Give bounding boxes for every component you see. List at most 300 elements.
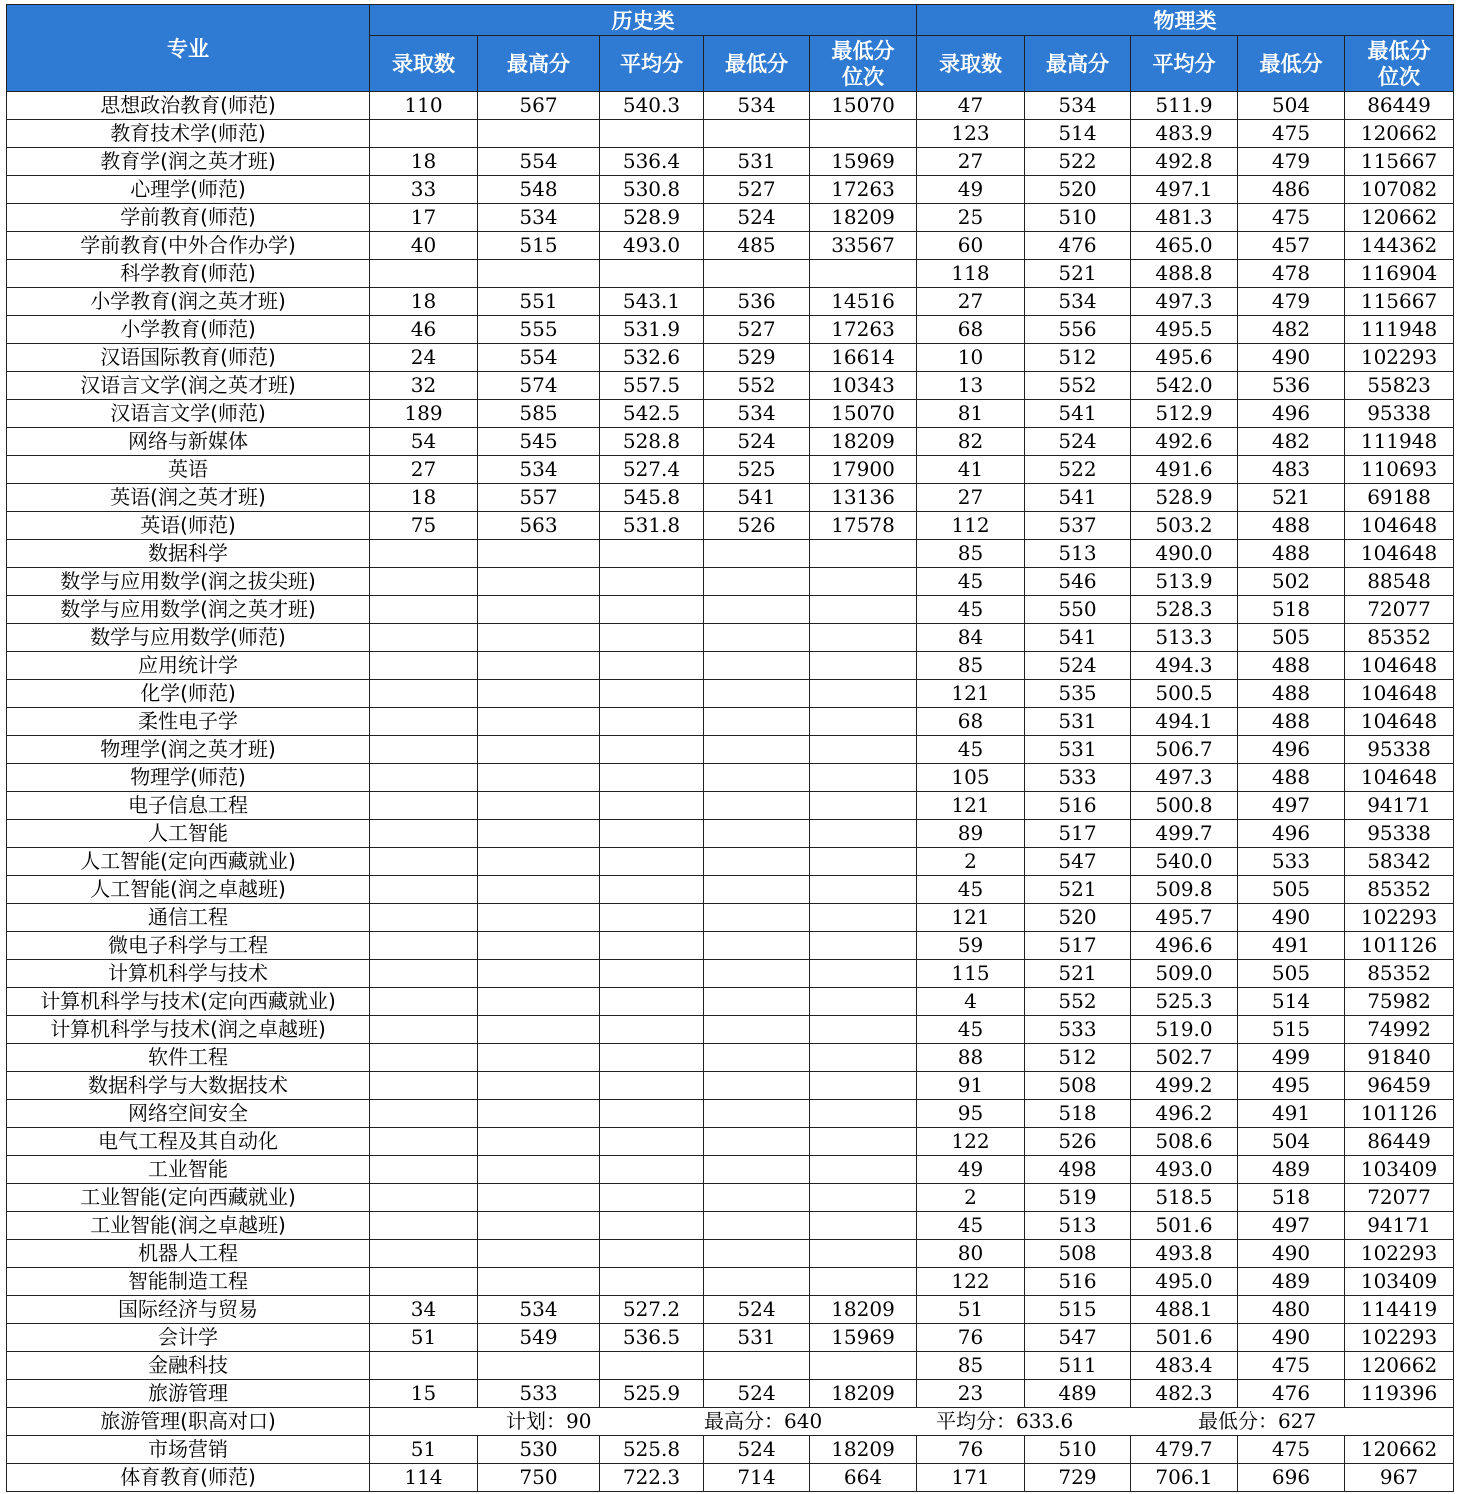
physics-value-cell: 512 [1025,1044,1131,1072]
history-value-cell: 110 [370,92,478,120]
physics-value-cell: 13 [917,372,1025,400]
history-value-cell [478,848,600,876]
history-value-cell [370,932,478,960]
table-row [7,456,1454,484]
major-name-cell: 英语 [7,456,370,484]
physics-value-cell: 499 [1238,1044,1345,1072]
table-header [7,5,1454,92]
physics-value-cell: 104648 [1345,680,1454,708]
physics-value-cell: 512.9 [1131,400,1238,428]
history-value-cell [600,960,704,988]
history-value-cell: 536.5 [600,1324,704,1352]
physics-value-cell: 115 [917,960,1025,988]
history-value-cell [600,1352,704,1380]
table-row [7,484,1454,512]
history-value-cell [704,848,810,876]
physics-value-cell: 491 [1238,932,1345,960]
history-value-cell [704,1044,810,1072]
table-row [7,1408,1454,1436]
physics-value-cell: 547 [1025,848,1131,876]
history-value-cell: 18 [370,288,478,316]
physics-value-cell: 110693 [1345,456,1454,484]
physics-value-cell: 495.5 [1131,316,1238,344]
history-value-cell [600,568,704,596]
history-value-cell [478,596,600,624]
history-value-cell [810,596,917,624]
history-value-cell [370,792,478,820]
table-row [7,624,1454,652]
table-row [7,568,1454,596]
history-value-cell: 534 [478,204,600,232]
table-row [7,904,1454,932]
physics-value-cell: 493.0 [1131,1156,1238,1184]
physics-value-cell: 483.9 [1131,120,1238,148]
physics-value-cell: 513 [1025,1212,1131,1240]
history-value-cell [810,680,917,708]
physics-value-cell: 80 [917,1240,1025,1268]
physics-value-cell: 490 [1238,904,1345,932]
physics-value-cell: 502.7 [1131,1044,1238,1072]
major-name-cell: 汉语国际教育(师范) [7,344,370,372]
physics-value-cell: 120662 [1345,120,1454,148]
table-row [7,1464,1454,1492]
history-value-cell: 541 [704,484,810,512]
major-name-cell: 小学教育(润之英才班) [7,288,370,316]
physics-value-cell: 520 [1025,904,1131,932]
history-value-cell [704,932,810,960]
table-row [7,1352,1454,1380]
history-value-cell: 15 [370,1380,478,1408]
physics-value-cell: 112 [917,512,1025,540]
history-value-cell: 17 [370,204,478,232]
history-value-cell [478,1184,600,1212]
table-row [7,764,1454,792]
history-value-cell: 15969 [810,148,917,176]
history-value-cell [704,1184,810,1212]
physics-value-cell: 27 [917,148,1025,176]
physics-value-cell: 524 [1025,428,1131,456]
physics-value-cell: 494.3 [1131,652,1238,680]
history-value-cell: 722.3 [600,1464,704,1492]
history-value-cell [478,680,600,708]
history-value-cell [704,904,810,932]
history-value-cell [478,988,600,1016]
history-value-cell [704,568,810,596]
history-value-cell: 554 [478,344,600,372]
physics-value-cell: 480 [1238,1296,1345,1324]
history-value-cell: 33567 [810,232,917,260]
history-value-cell: 51 [370,1436,478,1464]
physics-value-cell: 512 [1025,344,1131,372]
physics-value-cell: 481.3 [1131,204,1238,232]
physics-value-cell: 515 [1025,1296,1131,1324]
major-name-cell: 学前教育(师范) [7,204,370,232]
major-name-cell: 学前教育(中外合作办学) [7,232,370,260]
history-value-cell [704,988,810,1016]
history-value-cell [370,1016,478,1044]
table-row [7,1380,1454,1408]
history-value-cell: 17578 [810,512,917,540]
physics-value-cell: 497.3 [1131,288,1238,316]
physics-value-cell: 522 [1025,456,1131,484]
table-row [7,288,1454,316]
history-value-cell [478,960,600,988]
physics-value-cell: 104648 [1345,652,1454,680]
table-row [7,1240,1454,1268]
physics-value-cell: 121 [917,904,1025,932]
physics-value-cell: 536 [1238,372,1345,400]
history-value-cell [704,1268,810,1296]
major-name-cell: 人工智能(定向西藏就业) [7,848,370,876]
physics-value-cell: 104648 [1345,708,1454,736]
history-value-cell: 24 [370,344,478,372]
history-value-cell [370,680,478,708]
history-value-cell: 543.1 [600,288,704,316]
physics-value-cell: 489 [1025,1380,1131,1408]
physics-value-cell: 492.8 [1131,148,1238,176]
physics-value-cell: 488 [1238,652,1345,680]
major-name-cell: 英语(师范) [7,512,370,540]
physics-value-cell: 60 [917,232,1025,260]
physics-value-cell: 967 [1345,1464,1454,1492]
physics-value-cell: 91840 [1345,1044,1454,1072]
history-value-cell: 15070 [810,92,917,120]
physics-col-header: 最低分 位次 [1345,36,1454,92]
plan-text: 计划：90 [506,1409,592,1433]
physics-value-cell: 171 [917,1464,1025,1492]
history-value-cell [810,120,917,148]
merged-summary-cell [370,1408,1454,1436]
history-value-cell: 114 [370,1464,478,1492]
physics-value-cell: 114419 [1345,1296,1454,1324]
physics-value-cell: 72077 [1345,596,1454,624]
physics-value-cell: 104648 [1345,764,1454,792]
major-name-cell: 智能制造工程 [7,1268,370,1296]
major-name-cell: 柔性电子学 [7,708,370,736]
history-value-cell: 524 [704,428,810,456]
physics-value-cell: 94171 [1345,1212,1454,1240]
physics-value-cell: 541 [1025,400,1131,428]
physics-value-cell: 513.9 [1131,568,1238,596]
history-value-cell [704,1156,810,1184]
major-name-cell: 数学与应用数学(润之拔尖班) [7,568,370,596]
table-row [7,960,1454,988]
history-value-cell [704,764,810,792]
physics-value-cell: 95 [917,1100,1025,1128]
history-value-cell [600,736,704,764]
physics-value-cell: 122 [917,1268,1025,1296]
history-value-cell [704,960,810,988]
physics-value-cell: 102293 [1345,904,1454,932]
physics-value-cell: 68 [917,708,1025,736]
history-value-cell: 17263 [810,316,917,344]
history-value-cell [704,540,810,568]
physics-value-cell: 58342 [1345,848,1454,876]
history-value-cell [478,764,600,792]
physics-value-cell: 59 [917,932,1025,960]
physics-value-cell: 535 [1025,680,1131,708]
physics-value-cell: 550 [1025,596,1131,624]
history-value-cell [704,708,810,736]
history-value-cell [600,988,704,1016]
table-row [7,792,1454,820]
physics-value-cell: 500.8 [1131,792,1238,820]
physics-value-cell: 552 [1025,372,1131,400]
physics-value-cell: 85 [917,1352,1025,1380]
history-value-cell [478,820,600,848]
history-value-cell [600,1268,704,1296]
physics-value-cell: 497 [1238,1212,1345,1240]
history-value-cell [810,652,917,680]
history-value-cell: 32 [370,372,478,400]
physics-value-cell: 115667 [1345,148,1454,176]
history-value-cell [810,764,917,792]
major-name-cell: 旅游管理 [7,1380,370,1408]
physics-value-cell: 511 [1025,1352,1131,1380]
physics-value-cell: 94171 [1345,792,1454,820]
physics-value-cell: 478 [1238,260,1345,288]
history-value-cell [600,932,704,960]
physics-value-cell: 505 [1238,624,1345,652]
table-row [7,1212,1454,1240]
history-value-cell [810,1156,917,1184]
physics-value-cell: 519.0 [1131,1016,1238,1044]
min-score-text: 最低分：627 [1198,1409,1317,1433]
physics-value-cell: 475 [1238,120,1345,148]
physics-value-cell: 547 [1025,1324,1131,1352]
history-value-cell [704,260,810,288]
physics-value-cell: 27 [917,288,1025,316]
physics-value-cell: 457 [1238,232,1345,260]
major-name-cell: 工业智能 [7,1156,370,1184]
history-value-cell [810,1016,917,1044]
history-value-cell: 531 [704,148,810,176]
physics-value-cell: 465.0 [1131,232,1238,260]
physics-value-cell: 49 [917,1156,1025,1184]
history-value-cell [478,792,600,820]
physics-value-cell: 511.9 [1131,92,1238,120]
physics-value-cell: 47 [917,92,1025,120]
physics-value-cell: 496 [1238,820,1345,848]
physics-value-cell: 25 [917,204,1025,232]
major-name-cell: 软件工程 [7,1044,370,1072]
history-value-cell [704,820,810,848]
physics-value-cell: 525.3 [1131,988,1238,1016]
history-value-cell [600,1240,704,1268]
history-value-cell [810,1184,917,1212]
major-name-cell: 物理学(润之英才班) [7,736,370,764]
physics-value-cell: 540.0 [1131,848,1238,876]
history-value-cell: 530 [478,1436,600,1464]
history-value-cell: 54 [370,428,478,456]
physics-value-cell: 120662 [1345,204,1454,232]
physics-value-cell: 518 [1238,1184,1345,1212]
physics-value-cell: 475 [1238,1352,1345,1380]
history-value-cell: 528.8 [600,428,704,456]
major-name-cell: 科学教育(师范) [7,260,370,288]
history-value-cell: 534 [704,400,810,428]
history-value-cell [704,652,810,680]
history-value-cell [370,1268,478,1296]
history-value-cell: 515 [478,232,600,260]
history-value-cell [810,568,917,596]
table-row [7,512,1454,540]
history-value-cell [704,1016,810,1044]
history-value-cell: 51 [370,1324,478,1352]
major-name-cell: 网络空间安全 [7,1100,370,1128]
physics-value-cell: 107082 [1345,176,1454,204]
physics-value-cell: 104648 [1345,540,1454,568]
physics-value-cell: 41 [917,456,1025,484]
physics-value-cell: 45 [917,1212,1025,1240]
table-row [7,736,1454,764]
physics-value-cell: 516 [1025,1268,1131,1296]
table-row [7,232,1454,260]
physics-value-cell: 479.7 [1131,1436,1238,1464]
history-value-cell [600,260,704,288]
history-value-cell [478,260,600,288]
history-value-cell [810,960,917,988]
history-value-cell [600,1212,704,1240]
physics-value-cell: 96459 [1345,1072,1454,1100]
table-row [7,372,1454,400]
history-value-cell: 536.4 [600,148,704,176]
physics-value-cell: 496 [1238,400,1345,428]
history-value-cell [478,1072,600,1100]
table-row [7,1128,1454,1156]
history-value-cell [478,1128,600,1156]
physics-value-cell: 517 [1025,820,1131,848]
physics-col-header: 平均分 [1131,36,1238,92]
physics-col-header: 最高分 [1025,36,1131,92]
history-value-cell [370,652,478,680]
history-value-cell: 13136 [810,484,917,512]
physics-value-cell: 10 [917,344,1025,372]
major-name-cell: 小学教育(师范) [7,316,370,344]
physics-value-cell: 492.6 [1131,428,1238,456]
physics-value-cell: 494.1 [1131,708,1238,736]
physics-value-cell: 495 [1238,1072,1345,1100]
major-name-cell: 体育教育(师范) [7,1464,370,1492]
physics-value-cell: 497.1 [1131,176,1238,204]
history-value-cell [704,624,810,652]
table-row [7,708,1454,736]
history-value-cell: 493.0 [600,232,704,260]
table-row [7,400,1454,428]
major-name-cell: 金融科技 [7,1352,370,1380]
major-name-cell: 微电子科学与工程 [7,932,370,960]
major-name-cell: 计算机科学与技术(润之卓越班) [7,1016,370,1044]
history-value-cell [704,120,810,148]
history-value-cell [370,960,478,988]
history-value-cell [600,820,704,848]
history-value-cell [370,708,478,736]
physics-value-cell: 518 [1238,596,1345,624]
physics-value-cell: 505 [1238,960,1345,988]
physics-value-cell: 491.6 [1131,456,1238,484]
table-row [7,680,1454,708]
physics-value-cell: 486 [1238,176,1345,204]
physics-value-cell: 84 [917,624,1025,652]
table-row [7,848,1454,876]
history-value-cell: 585 [478,400,600,428]
history-value-cell [810,1100,917,1128]
history-value-cell: 534 [704,92,810,120]
history-value-cell [704,876,810,904]
history-value-cell: 532.6 [600,344,704,372]
history-value-cell [810,708,917,736]
physics-value-cell: 82 [917,428,1025,456]
history-value-cell: 17900 [810,456,917,484]
history-value-cell [704,1100,810,1128]
table-row [7,1296,1454,1324]
history-value-cell [704,1352,810,1380]
physics-value-cell: 517 [1025,932,1131,960]
history-value-cell: 545 [478,428,600,456]
physics-value-cell: 91 [917,1072,1025,1100]
physics-value-cell: 475 [1238,1436,1345,1464]
history-value-cell [810,904,917,932]
history-value-cell [478,120,600,148]
history-value-cell [478,932,600,960]
history-value-cell: 17263 [810,176,917,204]
major-name-cell: 计算机科学与技术(定向西藏就业) [7,988,370,1016]
physics-value-cell: 95338 [1345,820,1454,848]
avg-score-text: 平均分：633.6 [936,1409,1074,1433]
physics-value-cell: 502 [1238,568,1345,596]
physics-value-cell: 521 [1238,484,1345,512]
physics-value-cell: 488 [1238,540,1345,568]
physics-value-cell: 504 [1238,92,1345,120]
physics-value-cell: 501.6 [1131,1212,1238,1240]
major-name-cell: 汉语言文学(师范) [7,400,370,428]
history-value-cell: 15070 [810,400,917,428]
physics-value-cell: 68 [917,316,1025,344]
physics-value-cell: 495.0 [1131,1268,1238,1296]
table-row [7,652,1454,680]
physics-value-cell: 497 [1238,792,1345,820]
physics-value-cell: 490 [1238,1240,1345,1268]
history-value-cell: 75 [370,512,478,540]
physics-value-cell: 495.7 [1131,904,1238,932]
physics-value-cell: 482.3 [1131,1380,1238,1408]
physics-value-cell: 501.6 [1131,1324,1238,1352]
physics-value-cell: 45 [917,1016,1025,1044]
table-row [7,820,1454,848]
major-name-cell: 教育技术学(师范) [7,120,370,148]
physics-value-cell: 509.8 [1131,876,1238,904]
history-value-cell [370,1100,478,1128]
history-col-header: 最低分 [704,36,810,92]
table-row [7,1324,1454,1352]
table-row [7,1100,1454,1128]
physics-value-cell: 556 [1025,316,1131,344]
history-value-cell [810,848,917,876]
physics-value-cell: 505 [1238,876,1345,904]
history-value-cell: 557 [478,484,600,512]
history-value-cell [600,1100,704,1128]
physics-value-cell: 542.0 [1131,372,1238,400]
history-value-cell [810,1044,917,1072]
history-value-cell [478,652,600,680]
history-value-cell [810,1128,917,1156]
history-value-cell: 27 [370,456,478,484]
physics-value-cell: 123 [917,120,1025,148]
physics-group-header: 物理类 [917,5,1454,36]
history-value-cell: 534 [478,456,600,484]
history-value-cell [600,1156,704,1184]
physics-value-cell: 541 [1025,624,1131,652]
